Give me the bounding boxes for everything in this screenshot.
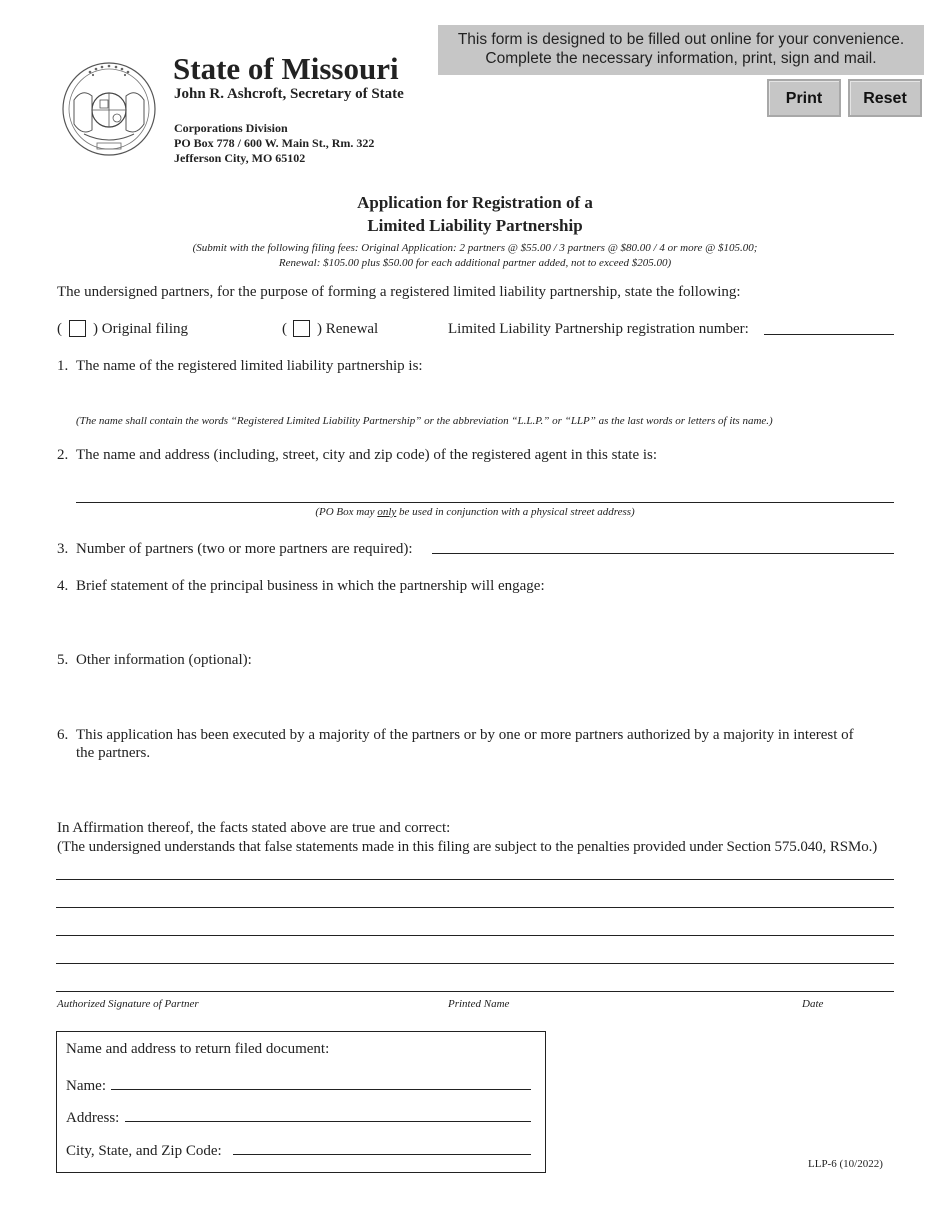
form-title-line-2: Limited Liability Partnership (367, 216, 583, 235)
item-2-note-post: be used in conjunction with a physical street address) (396, 506, 635, 518)
item-3-number: 3. (57, 541, 69, 557)
reset-button[interactable]: Reset (848, 79, 922, 117)
item-2-note-pre: (PO Box may (315, 506, 378, 518)
signature-line[interactable] (56, 963, 894, 964)
item-4-number: 4. (57, 578, 69, 594)
filing-fees-note (0, 241, 950, 271)
item-1-text: The name of the registered limited liability partnership is: (76, 358, 423, 374)
division-address (174, 121, 374, 166)
registration-number-label: Limited Liability Partnership registration number: (448, 321, 749, 337)
item-1-number: 1. (57, 358, 69, 374)
missouri-state-seal-icon (60, 60, 158, 158)
item-1-note: (The name shall contain the words “Registered Limited Liability Partnership” or the abbreviation “L.L.P.” or “LLP” as the last words or letters of its name.) (76, 415, 773, 427)
affirmation-line-2: (The undersigned understands that false statements made in this filing are subject to the penalties provided under Section 575.040, RSMo.) (57, 839, 878, 855)
item-2-note (0, 506, 950, 518)
return-address-field[interactable] (125, 1121, 531, 1122)
authorized-signature-label: Authorized Signature of Partner (57, 998, 199, 1010)
item-2-note-only: only (377, 506, 397, 518)
renewal-checkbox[interactable] (293, 320, 310, 337)
return-address-label: Address: (66, 1110, 120, 1126)
original-filing-checkbox[interactable] (69, 320, 86, 337)
signature-line[interactable] (56, 879, 894, 880)
return-city-state-zip-label: City, State, and Zip Code: (66, 1143, 222, 1159)
renewal-open-paren: ( (282, 321, 287, 337)
online-form-notice (438, 25, 924, 75)
signature-line[interactable] (56, 991, 894, 992)
item-3-text: Number of partners (two or more partners are required): (76, 541, 413, 557)
print-button[interactable]: Print (767, 79, 841, 117)
original-filing-label: ) Original filing (93, 321, 188, 337)
item-6-text-line-2: the partners. (76, 745, 151, 761)
address-line-division: Corporations Division (174, 121, 288, 135)
item-6-number: 6. (57, 727, 69, 743)
date-label: Date (802, 998, 824, 1010)
form-title (0, 191, 950, 237)
item-2-number: 2. (57, 447, 69, 463)
signature-line[interactable] (56, 935, 894, 936)
notice-line-1: This form is designed to be filled out online for your convenience. (457, 31, 905, 48)
item-5-text: Other information (optional): (76, 652, 252, 668)
fees-line-1: (Submit with the following filing fees: Original Application: 2 partners @ $55.00 / 3 partners @ $80.00 / 4 or more @ $105.00; (192, 242, 758, 254)
secretary-of-state: John R. Ashcroft, Secretary of State (174, 86, 404, 102)
item-2-text: The name and address (including, street, city and zip code) of the registered agent in this state is: (76, 447, 658, 463)
fees-line-2: Renewal: $105.00 plus $50.00 for each additional partner added, not to exceed $205.00) (278, 257, 672, 269)
item-4-text: Brief statement of the principal business in which the partnership will engage: (76, 578, 545, 594)
intro-statement: The undersigned partners, for the purpose of forming a registered limited liability partnership, state the following: (57, 284, 741, 300)
address-line-city: Jefferson City, MO 65102 (174, 151, 306, 165)
address-line-street: PO Box 778 / 600 W. Main St., Rm. 322 (174, 136, 375, 150)
printed-name-label: Printed Name (448, 998, 510, 1010)
original-open-paren: ( (57, 321, 62, 337)
affirmation-line-1: In Affirmation thereof, the facts stated above are true and correct: (57, 820, 451, 836)
return-name-field[interactable] (111, 1089, 531, 1090)
return-city-state-zip-field[interactable] (233, 1154, 531, 1155)
signature-line[interactable] (56, 907, 894, 908)
item-6-text-line-1: This application has been executed by a majority of the partners or by one or more partners authorized by a majority in interest of (76, 727, 854, 743)
form-id: LLP-6 (10/2022) (808, 1158, 883, 1170)
item-5-number: 5. (57, 652, 69, 668)
registration-number-field[interactable] (764, 334, 894, 335)
return-name-label: Name: (66, 1078, 106, 1094)
return-box-heading: Name and address to return filed document: (66, 1041, 330, 1057)
form-title-line-1: Application for Registration of a (357, 193, 593, 212)
registered-agent-field[interactable] (76, 502, 894, 503)
state-title: State of Missouri (173, 51, 399, 86)
renewal-label: ) Renewal (317, 321, 379, 337)
number-of-partners-field[interactable] (432, 553, 894, 554)
notice-line-2: Complete the necessary information, print, sign and mail. (485, 50, 877, 67)
